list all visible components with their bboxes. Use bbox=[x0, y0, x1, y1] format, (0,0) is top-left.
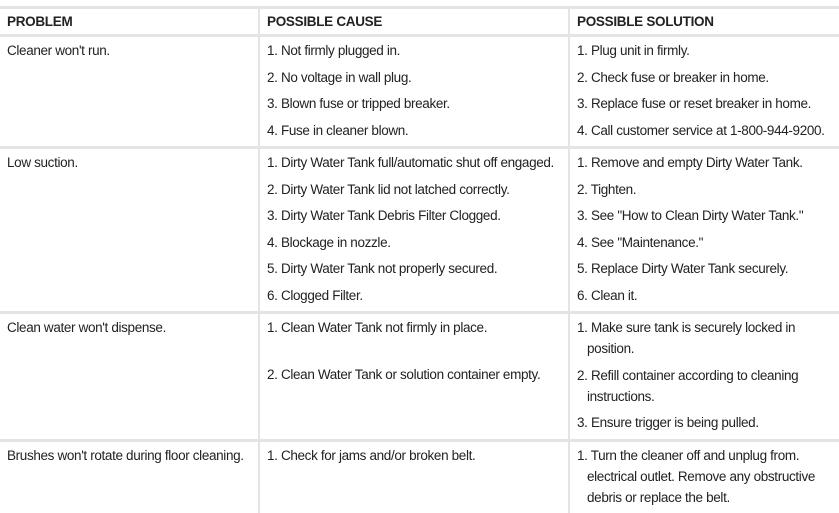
cause-item: 3. Dirty Water Tank Debris Filter Clogged. bbox=[267, 208, 501, 223]
problem-cell bbox=[0, 313, 259, 441]
cause-cell bbox=[259, 313, 569, 441]
cause-item: 1. Not firmly plugged in. bbox=[267, 43, 401, 58]
problem-cell bbox=[0, 148, 259, 313]
solution-item: 3. Replace fuse or reset breaker in home. bbox=[577, 96, 812, 111]
problem-text: Cleaner won't run. bbox=[7, 43, 110, 58]
problem-text: Low suction. bbox=[7, 155, 78, 170]
solution-item: 1. Turn the cleaner off and unplug from. electrical outlet. Remove any obstructive debris or replace the belt. bbox=[577, 447, 816, 505]
problem-cell bbox=[0, 440, 259, 513]
cause-item: 1. Clean Water Tank not firmly in place. bbox=[267, 320, 488, 335]
cause-item: 2. Clean Water Tank or solution container empty. bbox=[267, 366, 541, 382]
solution-cell bbox=[569, 148, 839, 313]
solution-item: 2. Check fuse or breaker in home. bbox=[577, 69, 769, 85]
header-problem: PROBLEM bbox=[0, 8, 259, 36]
troubleshooting-table bbox=[0, 6, 839, 513]
table-row bbox=[0, 148, 839, 313]
cause-cell bbox=[259, 36, 569, 148]
solution-cell bbox=[569, 440, 839, 513]
cause-item: 1. Check for jams and/or broken belt. bbox=[267, 447, 476, 463]
solution-cell bbox=[569, 36, 839, 148]
solution-item: 1. Plug unit in firmly. bbox=[577, 43, 690, 58]
solution-cell bbox=[569, 313, 839, 441]
cause-item: 1. Dirty Water Tank full/automatic shut off engaged. bbox=[267, 155, 554, 170]
solution-item: 2. Tighten. bbox=[577, 181, 637, 197]
solution-item: 6. Clean it. bbox=[577, 287, 638, 303]
header-row bbox=[0, 8, 839, 36]
cause-cell bbox=[259, 440, 569, 513]
solution-item: 5. Replace Dirty Water Tank securely. bbox=[577, 261, 789, 276]
solution-item: 1. Make sure tank is securely locked in position. bbox=[577, 320, 796, 356]
solution-item: 3. Ensure trigger is being pulled. bbox=[577, 415, 759, 430]
table-row bbox=[0, 440, 839, 513]
cause-item: 5. Dirty Water Tank not properly secured. bbox=[267, 261, 498, 276]
problem-cell bbox=[0, 36, 259, 148]
cause-item: 2. Dirty Water Tank lid not latched correctly. bbox=[267, 181, 510, 197]
solution-item: 4. See "Maintenance." bbox=[577, 234, 704, 250]
problem-text: Brushes won't rotate during floor cleaning. bbox=[7, 447, 244, 463]
header-solution: POSSIBLE SOLUTION bbox=[569, 8, 839, 36]
solution-item: 4. Call customer service at 1-800-944-9200. bbox=[577, 122, 825, 138]
cause-cell bbox=[259, 148, 569, 313]
solution-item: 1. Remove and empty Dirty Water Tank. bbox=[577, 155, 803, 170]
cause-item: 3. Blown fuse or tripped breaker. bbox=[267, 96, 450, 111]
cause-item: 2. No voltage in wall plug. bbox=[267, 69, 412, 85]
solution-item: 3. See "How to Clean Dirty Water Tank." bbox=[577, 208, 804, 223]
header-cause: POSSIBLE CAUSE bbox=[259, 8, 569, 36]
table-row bbox=[0, 313, 839, 441]
cause-item: 4. Fuse in cleaner blown. bbox=[267, 122, 409, 138]
cause-item: 4. Blockage in nozzle. bbox=[267, 234, 391, 250]
table-row bbox=[0, 36, 839, 148]
solution-item: 2. Refill container according to cleaning instructions. bbox=[577, 367, 799, 404]
cause-item: 6. Clogged Filter. bbox=[267, 287, 363, 303]
problem-text: Clean water won't dispense. bbox=[7, 320, 166, 335]
